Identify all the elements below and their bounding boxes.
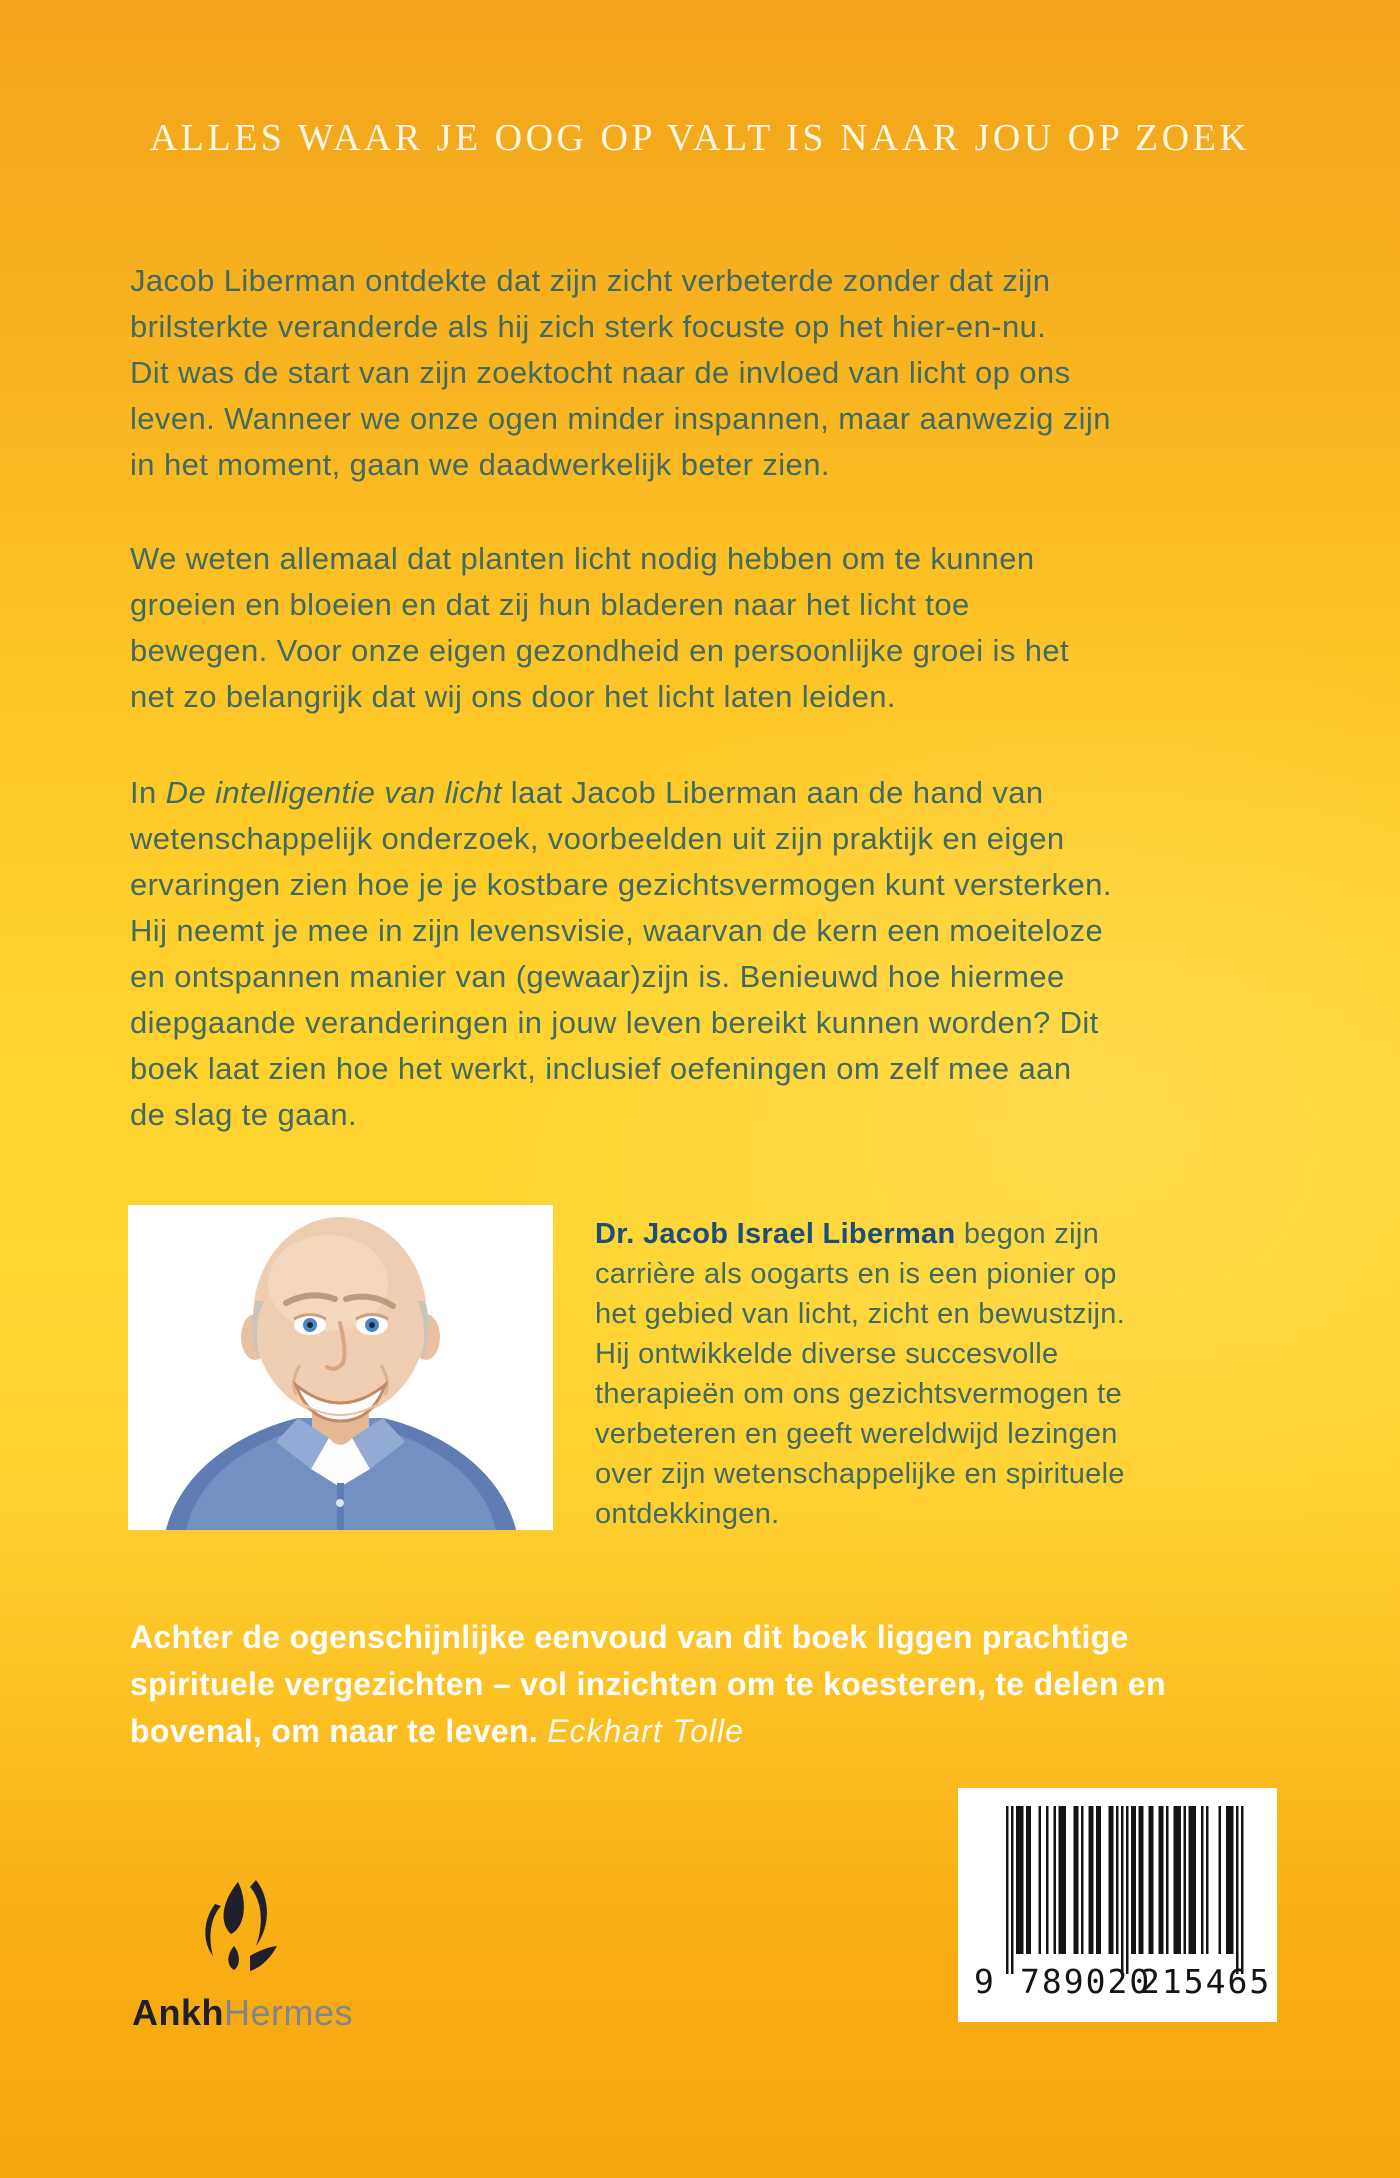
author-portrait-illustration bbox=[128, 1205, 553, 1530]
paragraph-intro: Jacob Liberman ontdekte dat zijn zicht verbeterde zonder dat zijn brilsterkte veranderde als hij zich sterk focuste op het hier-en-nu. Dit was de start van zijn zoektocht naar de invloed van licht op ons leven. Wanneer we onze ogen minder inspannen, maar aanwezig zijn in het moment, gaan we daadwerkelijk beter zien. bbox=[130, 263, 1111, 482]
barcode-group1: 789020 bbox=[1020, 1962, 1152, 2001]
barcode-lead-digit: 9 bbox=[974, 1962, 996, 2001]
paragraph-book-description-rest: wetenschappelijk onderzoek, voorbeelden uit zijn praktijk en eigen ervaringen zien hoe je je kostbare gezichtsvermogen kunt versterken. Hij neemt je mee in zijn levensvisie, waarvan de kern een moeiteloze en ontspannen manier van (gewaar)zijn is. Benieuwd hoe hiermee diepgaande veranderingen in jouw leven bereikt kunnen worden? Dit boek laat zien hoe het werkt, inclusief oefeningen om zelf mee aan de slag te gaan. bbox=[130, 821, 1112, 1132]
barcode-bars bbox=[1006, 1806, 1244, 1976]
author-bio-line1: Dr. Jacob Israel Liberman begon zijn bbox=[595, 1218, 1100, 1250]
ankhhermes-logo-icon bbox=[192, 1878, 288, 1986]
paragraph-book-description-line1: In De intelligentie van licht laat Jacob Liberman aan de hand van bbox=[130, 775, 1044, 810]
publisher-name-hermes: Hermes bbox=[224, 1992, 354, 2033]
publisher-block bbox=[130, 1878, 390, 2038]
barcode-group2: 215465 bbox=[1140, 1962, 1272, 2001]
publisher-name-ankh: Ankh bbox=[132, 1992, 224, 2033]
endorsement-quote-lastline: bovenal, om naar te leven. Eckhart Tolle bbox=[130, 1713, 744, 1749]
isbn-barcode bbox=[958, 1788, 1277, 2022]
author-bio bbox=[595, 1214, 1295, 1534]
publisher-name bbox=[132, 1992, 353, 2034]
paragraph-book-description bbox=[130, 770, 1112, 1138]
endorsement-quote-lines: Achter de ogenschijnlijke eenvoud van dit boek liggen prachtige spirituele vergezichten – vol inzichten om te koesteren, te delen en bbox=[130, 1619, 1166, 1702]
author-photo bbox=[128, 1205, 553, 1530]
endorsement-quote bbox=[130, 1614, 1310, 1755]
author-bio-rest: carrière als oogarts en is een pionier op het gebied van licht, zicht en bewustzijn. Hij ontwikkelde diverse succesvolle therapieën om ons gezichtsvermogen te verbeteren en geeft wereldwijd lezingen over zijn wetenschappelijke en spirituele ontdekkingen. bbox=[595, 1258, 1126, 1530]
cover-tagline: ALLES WAAR JE OOG OP VALT IS NAAR JOU OP ZOEK bbox=[149, 117, 1251, 159]
author-name: Dr. Jacob Israel Liberman bbox=[595, 1218, 956, 1250]
paragraph-plants: We weten allemaal dat planten licht nodig hebben om te kunnen groeien en bloeien en dat zij hun bladeren naar het licht toe bewegen. Voor onze eigen gezondheid en persoonlijke groei is het net zo belangrijk dat wij ons door het licht laten leiden. bbox=[130, 541, 1070, 714]
quote-attribution: Eckhart Tolle bbox=[547, 1713, 744, 1749]
book-title: De intelligentie van licht bbox=[165, 775, 502, 810]
